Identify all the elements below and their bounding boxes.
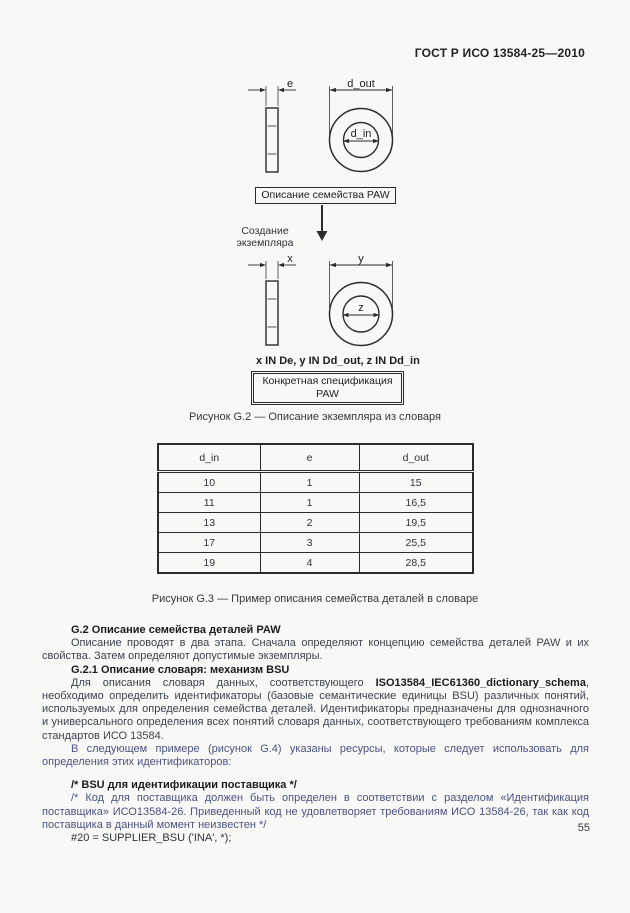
cell-d-in: 19 [158,553,260,574]
membership-expression: x IN De, y IN Dd_out, z IN Dd_in [256,355,420,367]
col-header-d-out: d_out [359,444,473,472]
cell-e: 2 [260,513,359,533]
page-number: 55 [577,822,590,834]
instance-creation-label [230,225,300,249]
cell-e: 3 [260,533,359,553]
figure-g3-caption: Рисунок G.3 — Пример описания семейства деталей в словаре [151,593,479,605]
specification-box: Конкретная спецификация PAW [251,371,404,405]
figure-g2-caption: Рисунок G.2 — Описание экземпляра из словаря [188,411,442,423]
cell-d-in: 13 [158,513,260,533]
section-g21-paragraph2: В следующем примере (рисунок G.4) указаны ресурсы, которые следует использовать для определения этих идентификаторов: [42,742,589,769]
cell-d-out: 16,5 [359,493,473,513]
cell-d-out: 15 [359,472,473,493]
table-row [158,533,473,553]
document-standard-number: ГОСТ Р ИСО 13584-25—2010 [414,46,585,60]
body-text [42,624,589,845]
cell-e: 1 [260,493,359,513]
cell-d-in: 10 [158,472,260,493]
section-g2-paragraph: Описание проводят в два этапа. Сначала определяют концепцию семейства деталей PAW и их свойства. Затем определяют допустимые экземпляры. [42,637,589,663]
dim-label-z: z [358,302,364,314]
dim-label-e: e [286,78,294,90]
instance-creation-line1: Создание [241,225,289,237]
dim-label-d-out: d_out [347,78,375,90]
cell-d-out: 28,5 [359,553,473,574]
cell-e: 4 [260,553,359,574]
washer-instance-side-view [248,261,296,345]
table-header-row [158,444,473,472]
dim-label-y: y [358,253,364,265]
instantiation-arrow [317,205,328,241]
col-header-d-in: d_in [158,444,260,472]
dim-label-d-in: d_in [350,128,372,140]
g21-text-post: , необходимо определить идентификаторы (базовые семантические единицы BSU) различных понятий, используемых для определения семейства деталей. Идентификаторы предназначены для однозначного и универсального определения всех понятий словаря данных, соответствующего требованиям комплекса стандартов ИСО 13584. [42,676,589,742]
bsu-comment-heading: /* BSU для идентификации поставщика */ [71,779,297,792]
cell-d-in: 17 [158,533,260,553]
dimensions-table [157,443,474,574]
bsu-comment-body: /* Код для поставщика должен быть определен в соответствии с разделом «Идентификация поставщика» ИСО13584-26. Приведенный код не удовлетворяет требованиям ИСО 13584-26, так как код поставщика в данный момент неизвестен */ [42,792,589,831]
g21-text-pre: Для описания словаря данных, соответствующего [71,676,376,689]
col-header-e: e [260,444,359,472]
washer-family-side-view [248,86,296,172]
dim-label-x: x [287,253,293,265]
g21-schema-name: ISO13584_IEC61360_dictionary_schema [375,676,586,689]
cell-d-out: 19,5 [359,513,473,533]
cell-d-out: 25,5 [359,533,473,553]
instance-creation-line2: экземпляра [236,237,294,249]
section-g21-paragraph [42,677,589,743]
section-g21-heading: G.2.1 Описание словаря: механизм BSU [71,663,290,676]
table-row [158,513,473,533]
table-row [158,472,473,493]
family-description-box: Описание семейства PAW [255,187,396,204]
section-g2-heading: G.2 Описание семейства деталей PAW [71,624,281,636]
table-row [158,553,473,574]
bsu-code-line: #20 = SUPPLIER_BSU ('INA', *); [71,832,232,845]
table-row [158,493,473,513]
cell-d-in: 11 [158,493,260,513]
cell-e: 1 [260,472,359,493]
